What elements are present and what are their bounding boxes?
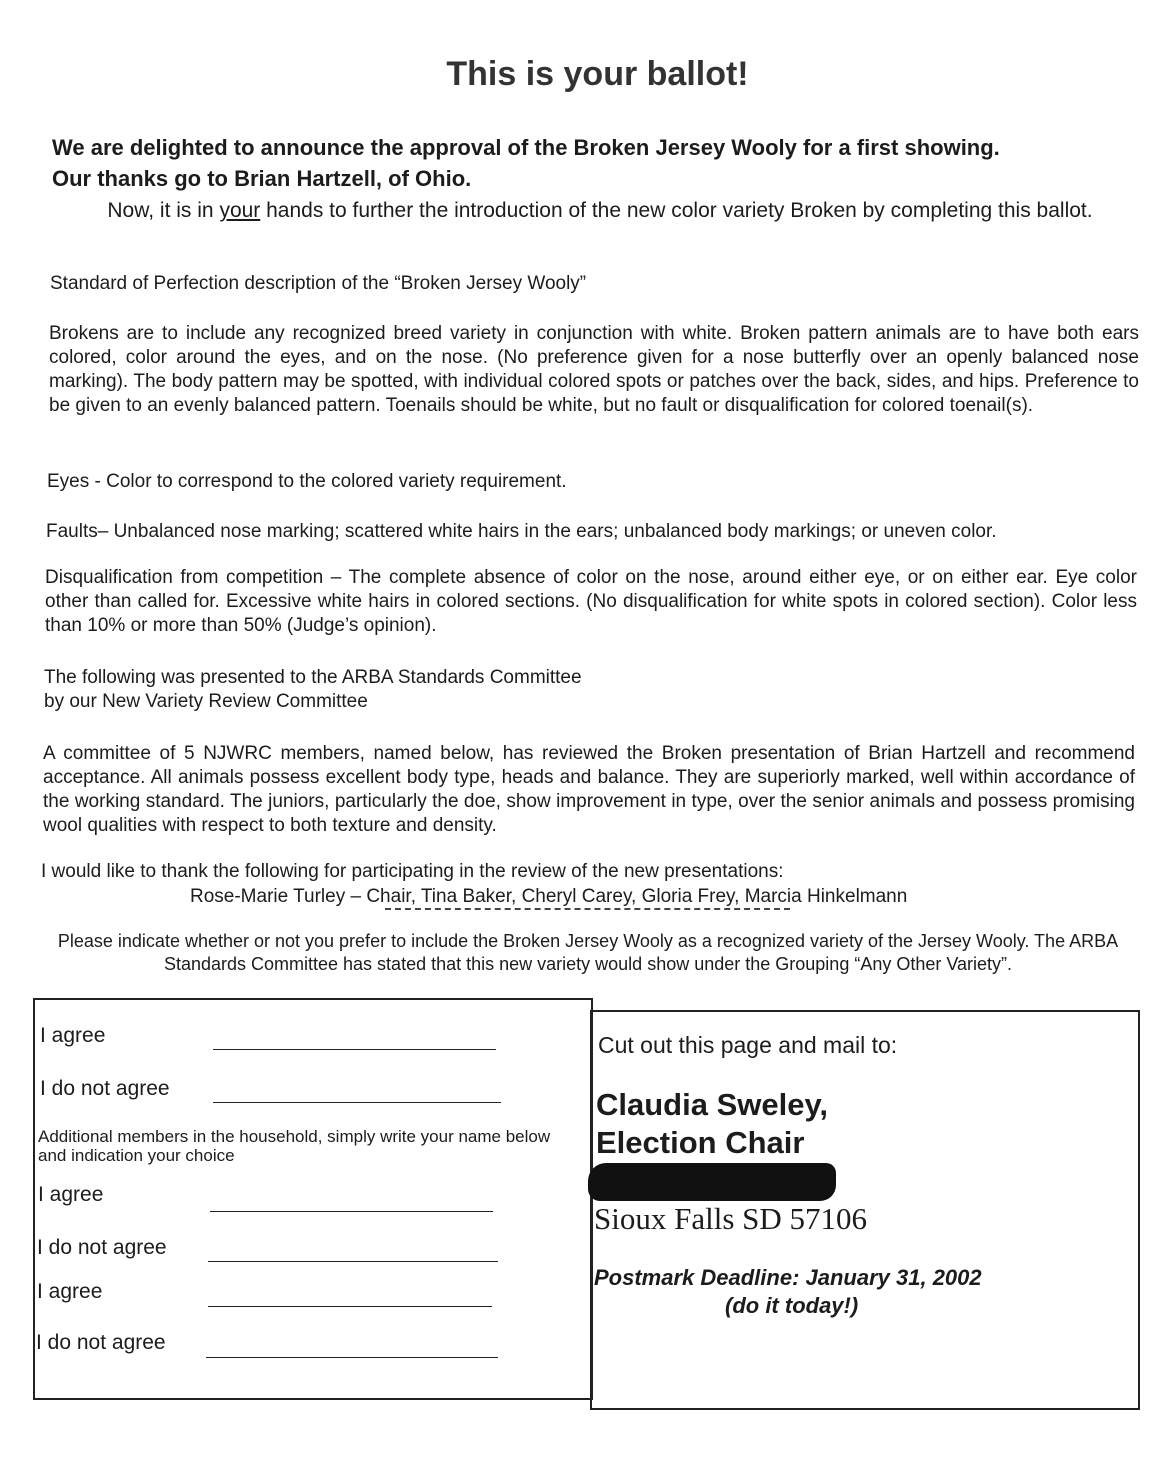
dashed-divider (385, 908, 790, 910)
eyes-paragraph: Eyes - Color to correspond to the colored variety requirement. (47, 471, 567, 492)
thanks-paragraph: I would like to thank the following for participating in the review of the new presentations: (41, 861, 784, 882)
standard-heading: Standard of Perfection description of the “Broken Jersey Wooly” (50, 273, 587, 294)
reviewer-list: Rose-Marie Turley – Chair, Tina Baker, Cheryl Carey, Gloria Frey, Marcia Hinkelmann (190, 886, 908, 907)
agree-line-3[interactable] (208, 1306, 492, 1307)
announcement-line: We are delighted to announce the approval of the Broken Jersey Wooly for a first showing. (52, 135, 1000, 160)
agree-label: I agree (40, 1024, 106, 1047)
recipient-role: Election Chair (596, 1125, 805, 1160)
faults-paragraph: Faults– Unbalanced nose marking; scattered white hairs in the ears; unbalanced body markings; or uneven color. (46, 521, 997, 542)
disqualification-paragraph: Disqualification from competition – The complete absence of color on the nose, around either eye, or on either ear. Eye color other than called for. Excessive white hairs in colored sections. (No disqualification for white spots in colored section). Color less than 10% or more than 50% (Judge’s opinion). (45, 567, 1137, 636)
not-agree-label-2: I do not agree (37, 1236, 167, 1259)
cta-post: hands to further the introduction of the new color variety Broken by completing this ballot. (260, 199, 1093, 222)
cta-pre: Now, it is in (107, 199, 220, 222)
presented-line-1: The following was presented to the ARBA Standards Committee (44, 667, 582, 688)
page-title: This is your ballot! (446, 55, 749, 93)
redaction-mark (588, 1163, 836, 1201)
additional-members-note: Additional members in the household, simply write your name below and indication your choice (38, 1127, 551, 1165)
do-it-today: (do it today!) (725, 1293, 859, 1318)
city-state-zip: Sioux Falls SD 57106 (594, 1201, 868, 1236)
not-agree-label: I do not agree (40, 1077, 170, 1100)
committee-paragraph: A committee of 5 NJWRC members, named below, has reviewed the Broken presentation of Brian Hartzell and recommend acceptance. All animals possess excellent body type, heads and balance. They are superiorly marked, well within accordance of the working standard. The juniors, particularly the doe, show improvement in type, over the senior animals and possess promising wool qualities with respect to both texture and density. (43, 743, 1135, 836)
cta-underlined: your (219, 199, 261, 222)
agree-label-3: I agree (37, 1280, 103, 1303)
not-agree-label-3: I do not agree (36, 1331, 166, 1354)
mail-instructions: Cut out this page and mail to: (598, 1032, 898, 1058)
presented-note (44, 666, 1134, 714)
agree-label-2: I agree (38, 1183, 104, 1206)
ballot-instructions: Please indicate whether or not you prefer to include the Broken Jersey Wooly as a recognized variety of the Jersey Wooly. The ARBA Standards Committee has stated that this new variety would show under the Grouping “Any Other Variety”. (57, 931, 1119, 974)
not-agree-line[interactable] (213, 1102, 501, 1103)
agree-line[interactable] (213, 1049, 496, 1050)
thanks-line: Our thanks go to Brian Hartzell, of Ohio. (52, 166, 472, 191)
not-agree-line-3[interactable] (206, 1357, 498, 1358)
postmark-deadline: Postmark Deadline: January 31, 2002 (594, 1265, 982, 1290)
presented-line-2: by our New Variety Review Committee (44, 691, 368, 712)
call-to-action (70, 197, 1130, 224)
recipient-name: Claudia Sweley, (596, 1087, 829, 1122)
agree-line-2[interactable] (210, 1211, 493, 1212)
not-agree-line-2[interactable] (208, 1261, 498, 1262)
brokens-paragraph: Brokens are to include any recognized breed variety in conjunction with white. Broken pattern animals are to have both ears colored, color around the eyes, and on the nose. (No preference given for a nose butterfly over an openly balanced nose marking). The body pattern may be spotted, with individual colored spots or patches over the back, sides, and hips. Preference to be given to an evenly balanced pattern. Toenails should be white, but no fault or disqualification for colored toenail(s). (49, 323, 1139, 416)
